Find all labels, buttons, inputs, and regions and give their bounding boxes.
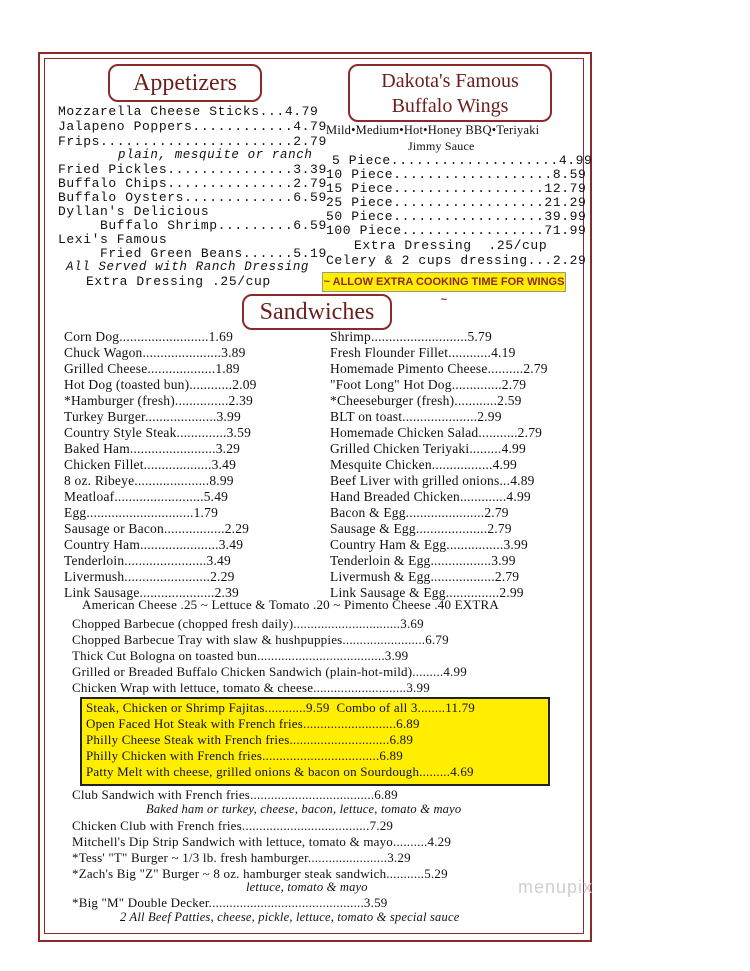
special-item: Patty Melt with cheese, grilled onions & bacon on Sourdough.........4.69 <box>86 764 474 779</box>
wing-item: 15 Piece..................12.79 <box>326 181 587 196</box>
special-item: Philly Chicken with French fries..................................6.89 <box>86 748 403 763</box>
appetizers-title-text: Appetizers <box>133 70 237 96</box>
sandwich-item: Tenderloin.......................3.49 <box>64 553 231 568</box>
sandwich-item: Thick Cut Bologna on toasted bun.....................................3.99 <box>72 648 409 663</box>
appetizer-item: Jalapeno Poppers............4.79 <box>58 119 327 134</box>
special-item: Philly Cheese Steak with French fries.............................6.89 <box>86 732 414 747</box>
wings-title-line1: Dakota's Famous <box>381 70 519 92</box>
wing-flavors-2: Jimmy Sauce <box>408 139 475 153</box>
sandwich-item: *Zach's Big "Z" Burger ~ 8 oz. hamburger steak sandwich...........5.29 <box>72 866 448 881</box>
sandwich-item: Livermush & Egg..................2.79 <box>330 569 520 584</box>
sandwich-item: Grilled or Breaded Buffalo Chicken Sandwich (plain-hot-mild).........4.99 <box>72 664 467 679</box>
special-item: Open Faced Hot Steak with French fries...........................6.89 <box>86 716 420 731</box>
appetizer-item: Buffalo Shrimp.........6.59 <box>58 218 327 233</box>
zach-note: lettuce, tomato & mayo <box>246 880 368 894</box>
sandwich-item: Turkey Burger....................3.99 <box>64 409 241 424</box>
sandwich-item: 8 oz. Ribeye.....................8.99 <box>64 473 234 488</box>
appetizer-item: Dyllan's Delicious <box>58 204 210 219</box>
wing-item: 100 Piece.................71.99 <box>326 223 587 238</box>
sandwich-item: Livermush........................2.29 <box>64 569 235 584</box>
sandwich-item: Egg..............................1.79 <box>64 505 219 520</box>
sandwich-item: Country Style Steak..............3.59 <box>64 425 252 440</box>
sandwich-item: Grilled Chicken Teriyaki.........4.99 <box>330 441 526 456</box>
sandwich-item: Chopped Barbecue (chopped fresh daily)...............................3.69 <box>72 616 424 631</box>
sandwich-item: BLT on toast.....................2.99 <box>330 409 502 424</box>
sandwich-item: *Hamburger (fresh)...............2.39 <box>64 393 253 408</box>
sandwich-item: Chopped Barbecue Tray with slaw & hushpuppies........................6.79 <box>72 632 449 647</box>
sandwich-item: Meatloaf.........................5.49 <box>64 489 229 504</box>
big-m-burger: *Big "M" Double Decker.............................................3.59 <box>72 895 388 910</box>
sandwich-item: Mesquite Chicken.................4.99 <box>330 457 518 472</box>
appetizers-title <box>108 64 262 102</box>
sandwich-item: Hand Breaded Chicken.............4.99 <box>330 489 531 504</box>
appetizer-item: Lexi's Famous <box>58 232 168 247</box>
appetizer-item: Fried Green Beans......5.19 <box>58 246 327 261</box>
served-note: All Served with Ranch Dressing <box>66 260 310 274</box>
sandwiches-title-text: Sandwiches <box>259 299 375 325</box>
sandwich-item: Chuck Wagon......................3.89 <box>64 345 246 360</box>
special-item: Steak, Chicken or Shrimp Fajitas............9.59 Combo of all 3........11.79 <box>86 700 476 715</box>
appetizer-item: Buffalo Oysters.............6.59 <box>58 190 327 205</box>
big-m-note: 2 All Beef Patties, cheese, pickle, lettuce, tomato & special sauce <box>120 910 460 924</box>
sandwiches-title <box>242 294 392 330</box>
sandwich-item: Hot Dog (toasted bun)............2.09 <box>64 377 257 392</box>
appetizer-extra: Extra Dressing .25/cup <box>86 274 271 289</box>
wing-extra-dressing: Extra Dressing .25/cup <box>354 238 548 253</box>
watermark: menupix <box>518 877 594 897</box>
sandwich-item: Fresh Flounder Fillet............4.19 <box>330 345 516 360</box>
sandwich-item: Link Sausage & Egg...............2.99 <box>330 585 524 600</box>
wing-item: 25 Piece..................21.29 <box>326 195 587 210</box>
wing-item: 50 Piece..................39.99 <box>326 209 587 224</box>
club-note: Baked ham or turkey, cheese, bacon, lettuce, tomato & mayo <box>146 802 462 816</box>
sandwich-item: *Cheeseburger (fresh)............2.59 <box>330 393 522 408</box>
sandwich-item: *Tess' "T" Burger ~ 1/3 lb. fresh hamburger.......................3.29 <box>72 850 411 865</box>
sandwich-item: Sausage & Egg....................2.79 <box>330 521 512 536</box>
wing-item: 5 Piece....................4.99 <box>332 153 593 168</box>
wings-title-line2: Buffalo Wings <box>391 95 509 117</box>
wings-title <box>348 64 552 122</box>
sandwich-item: Homemade Chicken Salad...........2.79 <box>330 425 543 440</box>
wing-item: 10 Piece...................8.59 <box>326 167 587 182</box>
sandwich-item: Corn Dog.........................1.69 <box>64 329 234 344</box>
sandwich-item: Country Ham......................3.49 <box>64 537 244 552</box>
sandwich-item: Beef Liver with grilled onions...4.89 <box>330 473 535 488</box>
sandwich-item: Tenderloin & Egg.................3.99 <box>330 553 516 568</box>
sandwich-item: Link Sausage.....................2.39 <box>64 585 240 600</box>
sandwich-item: Bacon & Egg......................2.79 <box>330 505 509 520</box>
sandwich-item: Chicken Wrap with lettuce, tomato & cheese...........................3.99 <box>72 680 430 695</box>
frips-note: plain, mesquite or ranch <box>118 148 313 162</box>
wing-flavors: Mild•Medium•Hot•Honey BBQ•Teriyaki <box>326 123 540 137</box>
sandwich-item: Grilled Cheese...................1.89 <box>64 361 240 376</box>
sandwich-item: Baked Ham........................3.29 <box>64 441 241 456</box>
wings-allow-banner: ~ ALLOW EXTRA COOKING TIME FOR WINGS ~ <box>322 272 566 292</box>
sandwich-item: Chicken Fillet...................3.49 <box>64 457 237 472</box>
appetizer-item: Buffalo Chips...............2.79 <box>58 176 327 191</box>
wing-celery: Celery & 2 cups dressing...2.29 <box>326 253 587 268</box>
sandwich-item: "Foot Long" Hot Dog..............2.79 <box>330 377 527 392</box>
sandwich-item: Homemade Pimento Cheese..........2.79 <box>330 361 548 376</box>
sandwich-item: Mitchell's Dip Strip Sandwich with lettuce, tomato & mayo..........4.29 <box>72 834 452 849</box>
appetizer-item: Frips.......................2.79 <box>58 134 327 149</box>
sandwich-item: Country Ham & Egg................3.99 <box>330 537 528 552</box>
appetizer-item: Mozzarella Cheese Sticks...4.79 <box>58 104 319 119</box>
sandwich-extras: American Cheese .25 ~ Lettuce & Tomato .20 ~ Pimento Cheese .40 EXTRA <box>82 597 499 612</box>
club-sandwich: Club Sandwich with French fries....................................6.89 <box>72 787 398 802</box>
sandwich-item: Shrimp...........................5.79 <box>330 329 492 344</box>
appetizer-item: Fried Pickles...............3.39 <box>58 162 327 177</box>
sandwich-item: Sausage or Bacon.................2.29 <box>64 521 250 536</box>
sandwich-item: Chicken Club with French fries.....................................7.29 <box>72 818 394 833</box>
